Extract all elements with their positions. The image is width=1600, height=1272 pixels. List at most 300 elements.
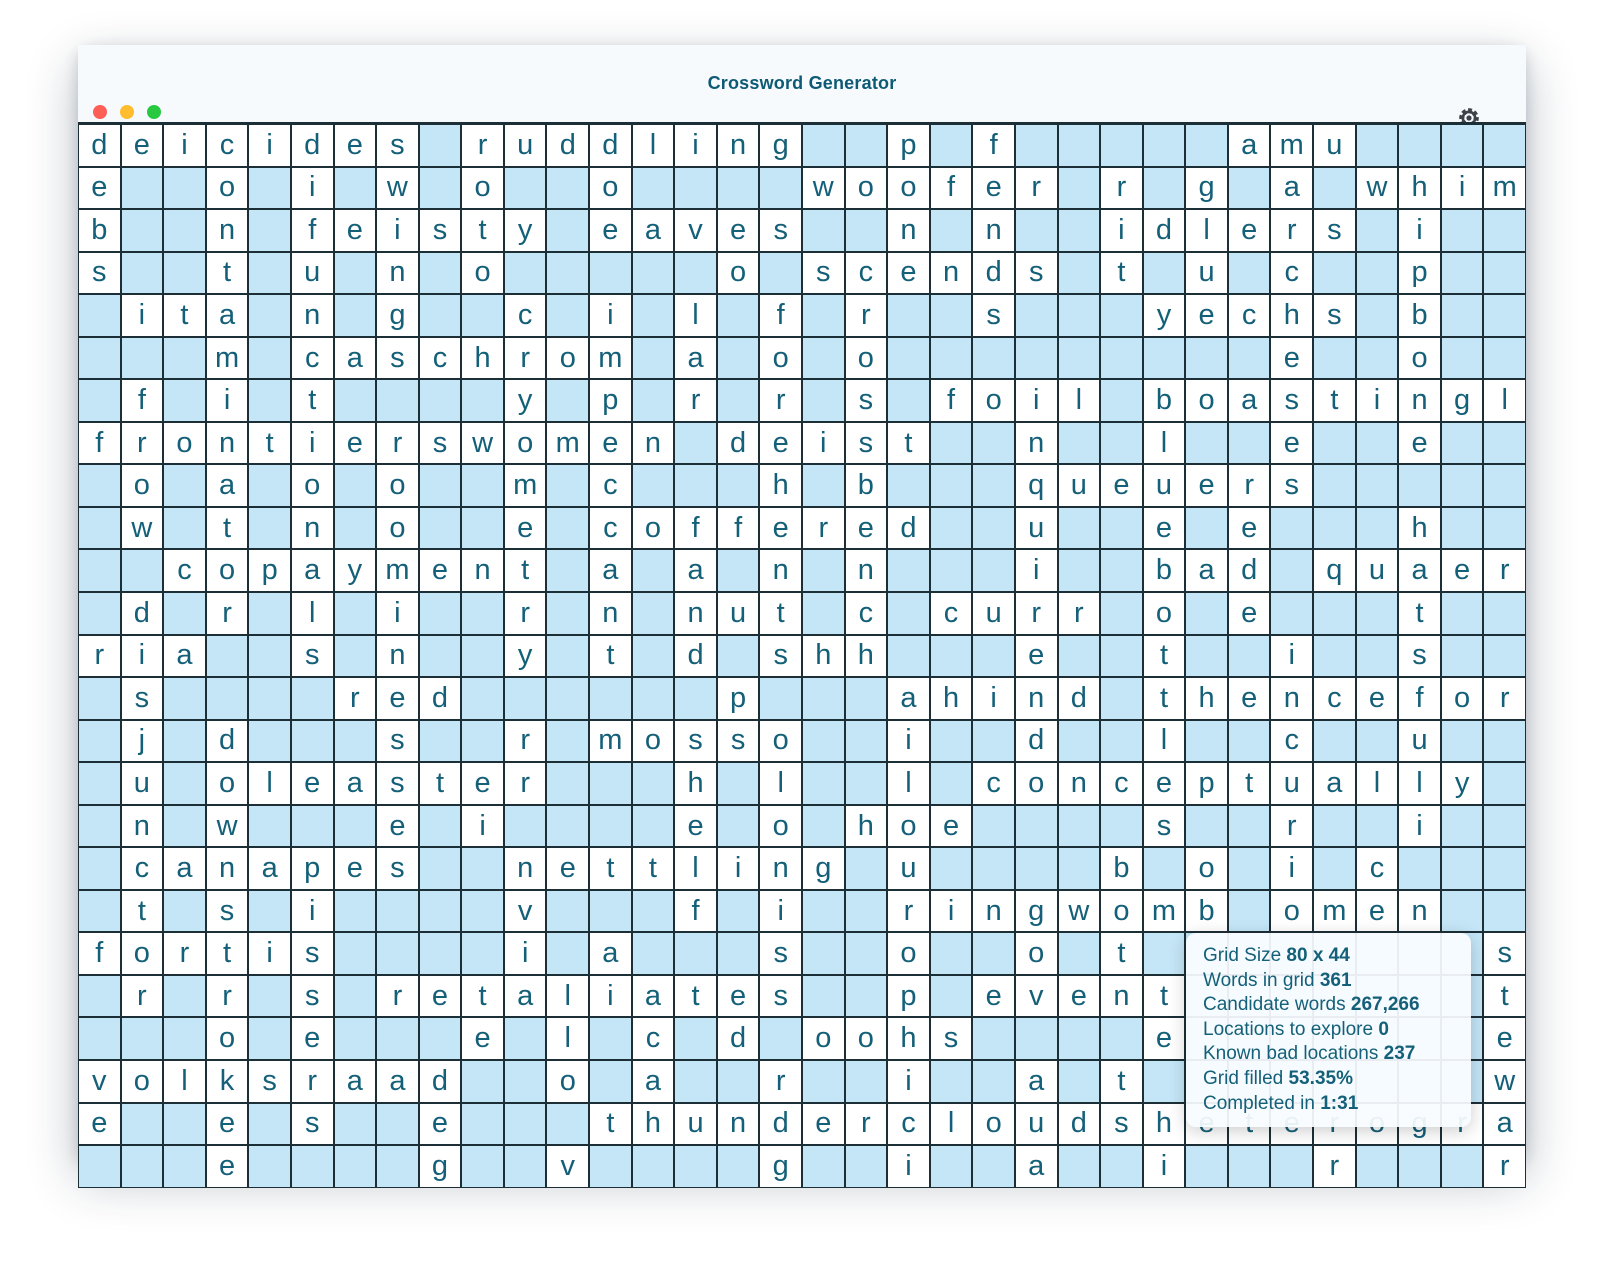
grid-cell xyxy=(1356,294,1399,337)
grid-cell: t xyxy=(674,975,717,1018)
grid-cell: d xyxy=(546,124,589,167)
grid-cell: u xyxy=(972,592,1015,635)
grid-cell xyxy=(78,592,121,635)
grid-cell: i xyxy=(887,1060,930,1103)
grid-cell: e xyxy=(1483,1017,1526,1060)
stat-value: 237 xyxy=(1383,1043,1416,1065)
grid-cell xyxy=(1100,1145,1143,1188)
grid-cell xyxy=(1313,337,1356,380)
grid-cell: m xyxy=(1143,890,1186,933)
grid-cell xyxy=(461,635,504,678)
grid-cell xyxy=(802,294,845,337)
grid-cell: s xyxy=(1015,252,1058,295)
grid-cell xyxy=(461,677,504,720)
grid-cell xyxy=(632,890,675,933)
grid-cell: p xyxy=(887,975,930,1018)
grid-cell xyxy=(1058,124,1101,167)
grid-cell: n xyxy=(121,805,164,848)
grid-cell: i xyxy=(887,1145,930,1188)
grid-cell xyxy=(1228,337,1271,380)
grid-cell: d xyxy=(1015,720,1058,763)
grid-cell: p xyxy=(589,379,632,422)
grid-cell xyxy=(845,890,888,933)
grid-cell xyxy=(1483,847,1526,890)
grid-cell: p xyxy=(1185,762,1228,805)
grid-cell: l xyxy=(759,762,802,805)
grid-cell: s xyxy=(1143,805,1186,848)
grid-cell xyxy=(78,294,121,337)
grid-cell: e xyxy=(78,167,121,210)
stat-label: Completed in xyxy=(1203,1092,1321,1114)
grid-cell xyxy=(674,932,717,975)
grid-cell: t xyxy=(461,209,504,252)
grid-cell xyxy=(972,422,1015,465)
grid-cell: t xyxy=(1100,932,1143,975)
grid-cell: e xyxy=(802,1103,845,1146)
grid-cell: c xyxy=(163,549,206,592)
grid-cell xyxy=(248,167,291,210)
grid-cell xyxy=(717,1060,760,1103)
grid-cell xyxy=(78,1017,121,1060)
grid-cell: e xyxy=(589,209,632,252)
grid-cell xyxy=(1058,932,1101,975)
grid-cell: c xyxy=(291,337,334,380)
grid-cell: f xyxy=(930,167,973,210)
grid-cell xyxy=(121,209,164,252)
grid-cell xyxy=(802,890,845,933)
grid-cell xyxy=(504,252,547,295)
grid-cell xyxy=(461,847,504,890)
grid-cell: o xyxy=(376,464,419,507)
grid-cell: g xyxy=(1185,167,1228,210)
grid-cell xyxy=(972,720,1015,763)
grid-cell xyxy=(419,124,462,167)
grid-cell xyxy=(206,635,249,678)
grid-cell: c xyxy=(1356,847,1399,890)
grid-cell: w xyxy=(1058,890,1101,933)
titlebar xyxy=(78,45,1526,122)
grid-cell: e xyxy=(1228,677,1271,720)
grid-cell xyxy=(717,464,760,507)
grid-cell: r xyxy=(504,592,547,635)
grid-cell xyxy=(759,677,802,720)
grid-cell: e xyxy=(78,1103,121,1146)
grid-cell xyxy=(1441,422,1484,465)
grid-cell xyxy=(717,932,760,975)
grid-cell: r xyxy=(121,975,164,1018)
grid-cell xyxy=(163,379,206,422)
grid-cell: e xyxy=(1270,422,1313,465)
grid-cell xyxy=(419,890,462,933)
stat-label: Locations to explore xyxy=(1203,1018,1379,1040)
grid-cell xyxy=(589,805,632,848)
grid-cell xyxy=(717,294,760,337)
grid-cell: d xyxy=(717,422,760,465)
grid-cell xyxy=(1185,635,1228,678)
grid-cell xyxy=(845,1060,888,1103)
grid-cell: i xyxy=(1398,805,1441,848)
grid-cell: o xyxy=(121,932,164,975)
grid-cell: n xyxy=(759,549,802,592)
grid-cell: e xyxy=(504,507,547,550)
grid-cell: o xyxy=(546,337,589,380)
grid-cell: e xyxy=(546,847,589,890)
grid-cell: q xyxy=(1313,549,1356,592)
grid-cell xyxy=(334,1017,377,1060)
grid-cell xyxy=(930,294,973,337)
grid-cell: i xyxy=(121,294,164,337)
grid-cell xyxy=(334,932,377,975)
grid-cell: p xyxy=(717,677,760,720)
grid-cell xyxy=(930,1060,973,1103)
grid-cell: r xyxy=(291,1060,334,1103)
grid-cell xyxy=(1313,252,1356,295)
grid-cell: c xyxy=(206,124,249,167)
grid-cell: n xyxy=(972,209,1015,252)
grid-cell: n xyxy=(461,549,504,592)
grid-cell: t xyxy=(206,252,249,295)
grid-cell xyxy=(334,720,377,763)
grid-cell xyxy=(589,890,632,933)
grid-cell: o xyxy=(1015,762,1058,805)
grid-cell: h xyxy=(461,337,504,380)
grid-cell xyxy=(802,337,845,380)
grid-cell xyxy=(972,1060,1015,1103)
grid-cell: e xyxy=(419,975,462,1018)
grid-cell: e xyxy=(1356,890,1399,933)
grid-cell: m xyxy=(206,337,249,380)
grid-cell xyxy=(1483,209,1526,252)
grid-cell xyxy=(163,167,206,210)
grid-cell: e xyxy=(419,1103,462,1146)
grid-cell: o xyxy=(972,1103,1015,1146)
grid-cell xyxy=(674,167,717,210)
grid-cell xyxy=(1185,507,1228,550)
grid-cell: a xyxy=(589,549,632,592)
grid-cell xyxy=(1228,720,1271,763)
grid-cell: n xyxy=(717,124,760,167)
grid-cell xyxy=(1143,167,1186,210)
grid-cell: w xyxy=(1356,167,1399,210)
stat-line xyxy=(1203,1018,1471,1043)
grid-cell xyxy=(1483,720,1526,763)
grid-cell: u xyxy=(717,592,760,635)
grid-cell: i xyxy=(248,124,291,167)
grid-cell xyxy=(1228,167,1271,210)
grid-cell xyxy=(419,294,462,337)
grid-cell: e xyxy=(972,167,1015,210)
grid-cell xyxy=(632,932,675,975)
grid-cell: e xyxy=(334,124,377,167)
grid-cell xyxy=(546,507,589,550)
grid-cell: f xyxy=(930,379,973,422)
grid-cell: e xyxy=(1398,422,1441,465)
grid-cell: p xyxy=(1398,252,1441,295)
grid-cell: h xyxy=(674,762,717,805)
stat-value: 361 xyxy=(1319,969,1352,991)
grid-cell: a xyxy=(248,847,291,890)
grid-cell: t xyxy=(632,847,675,890)
grid-cell xyxy=(759,252,802,295)
grid-cell: i xyxy=(1441,167,1484,210)
grid-cell xyxy=(163,592,206,635)
grid-cell: c xyxy=(845,592,888,635)
grid-cell xyxy=(334,975,377,1018)
grid-cell xyxy=(589,1060,632,1103)
grid-cell: e xyxy=(206,1145,249,1188)
grid-cell xyxy=(887,337,930,380)
grid-cell: h xyxy=(887,1017,930,1060)
grid-cell: r xyxy=(376,422,419,465)
grid-cell: o xyxy=(461,252,504,295)
grid-cell xyxy=(291,805,334,848)
grid-cell: c xyxy=(121,847,164,890)
grid-cell xyxy=(504,677,547,720)
grid-cell: c xyxy=(930,592,973,635)
grid-cell: a xyxy=(163,635,206,678)
grid-cell: o xyxy=(759,720,802,763)
grid-cell xyxy=(1185,720,1228,763)
grid-cell: r xyxy=(674,379,717,422)
grid-cell: o xyxy=(1398,337,1441,380)
grid-cell: f xyxy=(291,209,334,252)
grid-cell xyxy=(1228,252,1271,295)
grid-cell xyxy=(1356,209,1399,252)
stat-value: 80 x 44 xyxy=(1286,945,1350,966)
grid-cell: e xyxy=(1270,337,1313,380)
grid-cell: h xyxy=(1185,677,1228,720)
grid-cell xyxy=(546,805,589,848)
grid-cell: a xyxy=(632,975,675,1018)
grid-cell xyxy=(930,337,973,380)
grid-cell xyxy=(504,1103,547,1146)
grid-cell: n xyxy=(759,847,802,890)
grid-cell xyxy=(1058,1060,1101,1103)
grid-cell: i xyxy=(930,890,973,933)
stat-label: Grid Size xyxy=(1203,945,1287,966)
grid-cell xyxy=(546,635,589,678)
grid-cell: s xyxy=(206,890,249,933)
grid-cell: m xyxy=(589,337,632,380)
grid-cell xyxy=(546,762,589,805)
grid-cell xyxy=(674,677,717,720)
grid-cell xyxy=(1228,890,1271,933)
grid-cell: a xyxy=(206,464,249,507)
grid-cell: o xyxy=(376,507,419,550)
grid-cell: b xyxy=(1100,847,1143,890)
grid-cell xyxy=(1441,124,1484,167)
grid-cell xyxy=(1058,337,1101,380)
grid-cell: e xyxy=(717,209,760,252)
grid-cell xyxy=(291,1145,334,1188)
grid-cell xyxy=(1483,124,1526,167)
grid-cell: y xyxy=(504,209,547,252)
grid-cell: y xyxy=(334,549,377,592)
grid-cell: u xyxy=(1398,720,1441,763)
grid-cell xyxy=(248,507,291,550)
grid-cell: s xyxy=(845,379,888,422)
grid-cell: i xyxy=(291,890,334,933)
grid-cell: i xyxy=(291,167,334,210)
grid-cell xyxy=(887,294,930,337)
grid-cell xyxy=(546,379,589,422)
grid-cell xyxy=(546,464,589,507)
grid-cell: a xyxy=(674,549,717,592)
grid-cell: d xyxy=(1058,1103,1101,1146)
grid-cell xyxy=(504,1145,547,1188)
grid-cell xyxy=(802,1145,845,1188)
grid-cell xyxy=(1356,507,1399,550)
grid-cell xyxy=(546,252,589,295)
grid-cell xyxy=(1313,422,1356,465)
grid-cell: d xyxy=(972,252,1015,295)
grid-cell xyxy=(419,720,462,763)
grid-cell: n xyxy=(1058,762,1101,805)
grid-cell: i xyxy=(589,975,632,1018)
grid-cell: e xyxy=(1143,1017,1186,1060)
grid-cell: o xyxy=(759,337,802,380)
grid-cell: d xyxy=(759,1103,802,1146)
grid-cell xyxy=(248,720,291,763)
grid-cell xyxy=(504,167,547,210)
grid-cell xyxy=(589,1145,632,1188)
grid-cell: u xyxy=(674,1103,717,1146)
grid-cell: f xyxy=(717,507,760,550)
grid-cell: o xyxy=(887,805,930,848)
grid-cell xyxy=(419,507,462,550)
grid-cell: y xyxy=(504,379,547,422)
grid-cell: r xyxy=(334,677,377,720)
grid-cell: s xyxy=(291,635,334,678)
grid-cell: u xyxy=(1185,252,1228,295)
grid-cell xyxy=(376,1103,419,1146)
grid-cell xyxy=(717,337,760,380)
grid-cell xyxy=(121,167,164,210)
grid-cell xyxy=(1058,1145,1101,1188)
grid-cell xyxy=(1398,847,1441,890)
grid-cell: o xyxy=(845,167,888,210)
grid-cell: d xyxy=(291,124,334,167)
grid-cell: h xyxy=(1398,167,1441,210)
grid-cell xyxy=(1483,762,1526,805)
grid-cell xyxy=(589,762,632,805)
grid-cell xyxy=(1398,124,1441,167)
grid-cell: s xyxy=(717,720,760,763)
grid-cell: e xyxy=(930,805,973,848)
grid-cell: s xyxy=(78,252,121,295)
grid-cell xyxy=(845,720,888,763)
grid-cell: i xyxy=(121,635,164,678)
grid-cell xyxy=(1015,337,1058,380)
grid-cell: o xyxy=(759,805,802,848)
grid-cell: o xyxy=(121,464,164,507)
grid-cell xyxy=(1100,124,1143,167)
grid-cell xyxy=(248,635,291,678)
grid-cell: n xyxy=(206,209,249,252)
grid-cell: i xyxy=(1270,635,1313,678)
grid-cell xyxy=(248,1103,291,1146)
grid-cell xyxy=(1270,592,1313,635)
grid-cell xyxy=(1356,422,1399,465)
grid-cell: h xyxy=(632,1103,675,1146)
grid-cell: t xyxy=(419,762,462,805)
grid-cell xyxy=(717,635,760,678)
grid-cell: o xyxy=(206,549,249,592)
grid-cell: f xyxy=(674,890,717,933)
grid-cell xyxy=(1185,1145,1228,1188)
grid-cell: r xyxy=(504,720,547,763)
grid-cell: r xyxy=(206,592,249,635)
grid-cell xyxy=(78,677,121,720)
grid-cell xyxy=(334,805,377,848)
grid-cell xyxy=(163,720,206,763)
grid-cell: n xyxy=(1015,677,1058,720)
grid-cell: s xyxy=(802,252,845,295)
grid-cell xyxy=(930,209,973,252)
grid-cell: i xyxy=(1100,209,1143,252)
grid-cell: m xyxy=(504,464,547,507)
grid-cell: s xyxy=(248,1060,291,1103)
grid-cell xyxy=(845,975,888,1018)
grid-cell xyxy=(546,1103,589,1146)
grid-cell: y xyxy=(1441,762,1484,805)
grid-cell xyxy=(546,167,589,210)
grid-cell xyxy=(589,252,632,295)
grid-cell xyxy=(632,592,675,635)
grid-cell xyxy=(1100,294,1143,337)
grid-cell: g xyxy=(1015,890,1058,933)
grid-cell: e xyxy=(1015,635,1058,678)
grid-cell xyxy=(1143,252,1186,295)
grid-cell: t xyxy=(461,975,504,1018)
grid-cell: l xyxy=(1356,762,1399,805)
grid-cell: i xyxy=(802,422,845,465)
grid-cell: o xyxy=(504,422,547,465)
grid-cell xyxy=(1483,635,1526,678)
grid-cell: i xyxy=(376,209,419,252)
grid-cell: d xyxy=(419,677,462,720)
grid-cell xyxy=(802,549,845,592)
grid-cell: a xyxy=(1015,1060,1058,1103)
grid-cell xyxy=(632,167,675,210)
grid-cell: v xyxy=(546,1145,589,1188)
grid-cell xyxy=(376,1017,419,1060)
grid-cell: w xyxy=(1483,1060,1526,1103)
grid-cell: v xyxy=(78,1060,121,1103)
grid-cell xyxy=(248,975,291,1018)
grid-cell xyxy=(504,805,547,848)
grid-cell xyxy=(1441,847,1484,890)
grid-cell xyxy=(1313,592,1356,635)
grid-cell: c xyxy=(1270,720,1313,763)
grid-cell xyxy=(1441,592,1484,635)
grid-cell xyxy=(930,847,973,890)
grid-cell xyxy=(1100,720,1143,763)
grid-cell xyxy=(674,252,717,295)
grid-cell: d xyxy=(1143,209,1186,252)
grid-cell: t xyxy=(1100,1060,1143,1103)
grid-cell: b xyxy=(78,209,121,252)
grid-cell: b xyxy=(845,464,888,507)
grid-cell xyxy=(334,592,377,635)
grid-cell: r xyxy=(887,890,930,933)
grid-cell: c xyxy=(589,507,632,550)
grid-cell xyxy=(1058,167,1101,210)
stat-value: 267,266 xyxy=(1350,994,1420,1016)
grid-cell xyxy=(930,635,973,678)
grid-cell: e xyxy=(334,209,377,252)
grid-cell xyxy=(78,464,121,507)
